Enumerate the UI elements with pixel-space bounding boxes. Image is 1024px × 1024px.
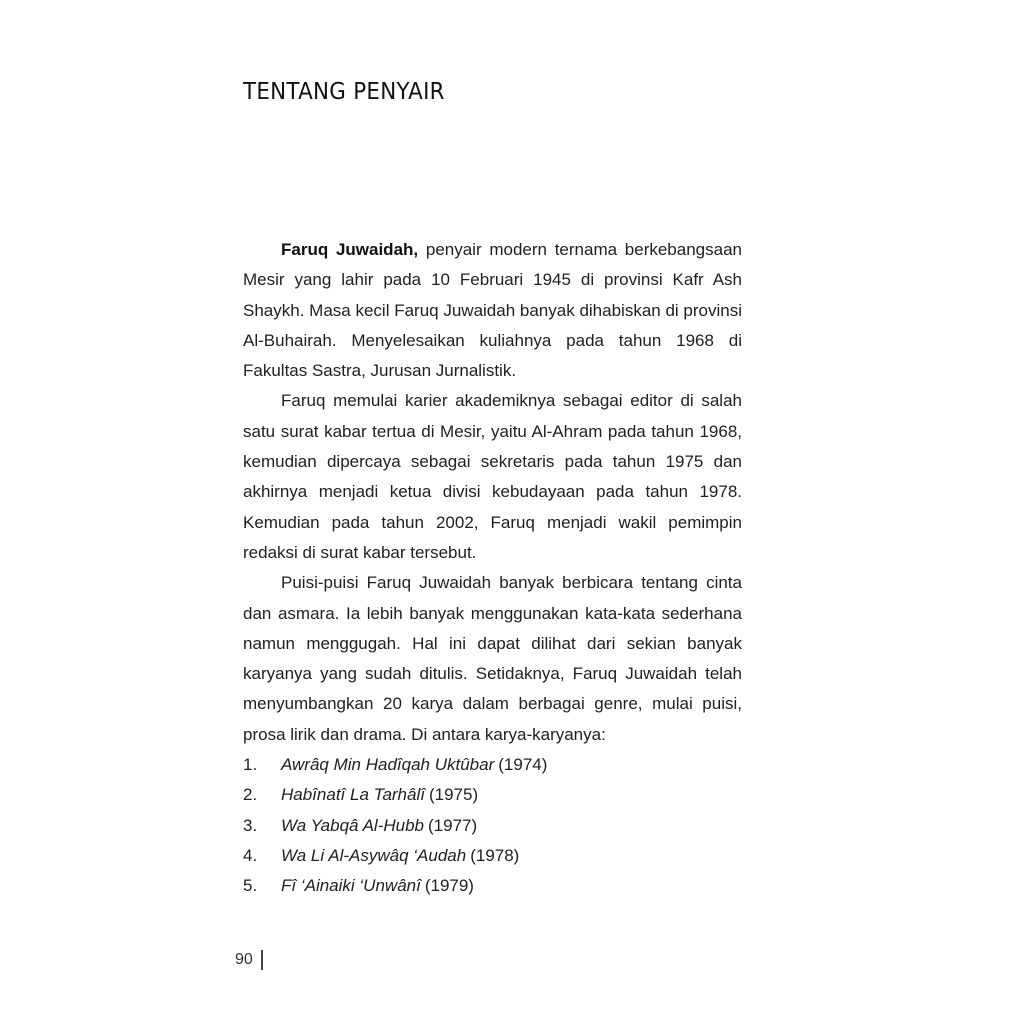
paragraph-text: penyair modern ternama berkebangsaan Mesir yang lahir pada 10 Februari 1945 di provinsi Kafr Ash Shaykh. Masa kecil Faruq Juwaidah banyak dihabiskan di provinsi Al-Buhairah. Menyelesaikan kuliahnya pada tahun 1968 di Fakultas Sastra, Jurusan Jurnalistik. — [243, 240, 742, 381]
list-item-number: 3. — [243, 815, 258, 835]
work-title: Awrâq Min Hadîqah Uktûbar — [281, 755, 495, 775]
works-list — [243, 750, 742, 901]
work-title: Wa Li Al-Asywâq ‘Audah — [281, 845, 467, 865]
paragraph-biography — [243, 235, 742, 386]
work-year: (1979) — [424, 876, 474, 896]
page-title: TENTANG PENYAIR — [243, 79, 445, 105]
work-year: (1977) — [428, 815, 478, 835]
list-item — [243, 780, 742, 810]
list-item-number: 5. — [243, 876, 258, 896]
list-item — [243, 871, 742, 901]
list-item — [243, 750, 742, 780]
paragraph-text: Puisi-puisi Faruq Juwaidah banyak berbicara tentang cinta dan asmara. Ia lebih banyak menggunakan kata-kata sederhana namun menggugah. Hal ini dapat dilihat dari sekian banyak karyanya yang sudah ditulis. Setidaknya, Faruq Juwaidah telah menyumbangkan 20 karya dalam berbagai genre, mulai puisi, prosa lirik dan drama. Di antara karya-karyanya: — [243, 573, 742, 744]
paragraph-text: Faruq memulai karier akademiknya sebagai editor di salah satu surat kabar tertua di Mesir, yaitu Al-Ahram pada tahun 1968, kemudian dipercaya sebagai sekretaris pada tahun 1975 dan akhirnya menjadi ketua divisi kebudayaan pada tahun 1978. Kemudian pada tahun 2002, Faruq menjadi wakil pemimpin redaksi di surat kabar tersebut. — [243, 391, 742, 562]
list-item — [243, 811, 742, 841]
body-text — [243, 235, 742, 902]
list-item-number: 2. — [243, 785, 258, 805]
paragraph-works-intro — [243, 568, 742, 750]
work-year: (1978) — [470, 845, 520, 865]
work-title: Habînatî La Tarhâlî — [281, 785, 425, 805]
work-year: (1974) — [498, 755, 548, 775]
page-footer — [235, 950, 263, 970]
footer-divider — [261, 950, 263, 970]
paragraph-career — [243, 386, 742, 568]
list-item-number: 4. — [243, 845, 258, 865]
page-number: 90 — [235, 951, 253, 968]
poet-name: Faruq Juwaidah, — [281, 240, 419, 259]
work-title: Fî ‘Ainaiki ‘Unwânî — [281, 876, 421, 896]
work-title: Wa Yabqâ Al-Hubb — [281, 815, 425, 835]
list-item — [243, 841, 742, 871]
work-year: (1975) — [428, 785, 479, 805]
list-item-number: 1. — [243, 755, 258, 775]
